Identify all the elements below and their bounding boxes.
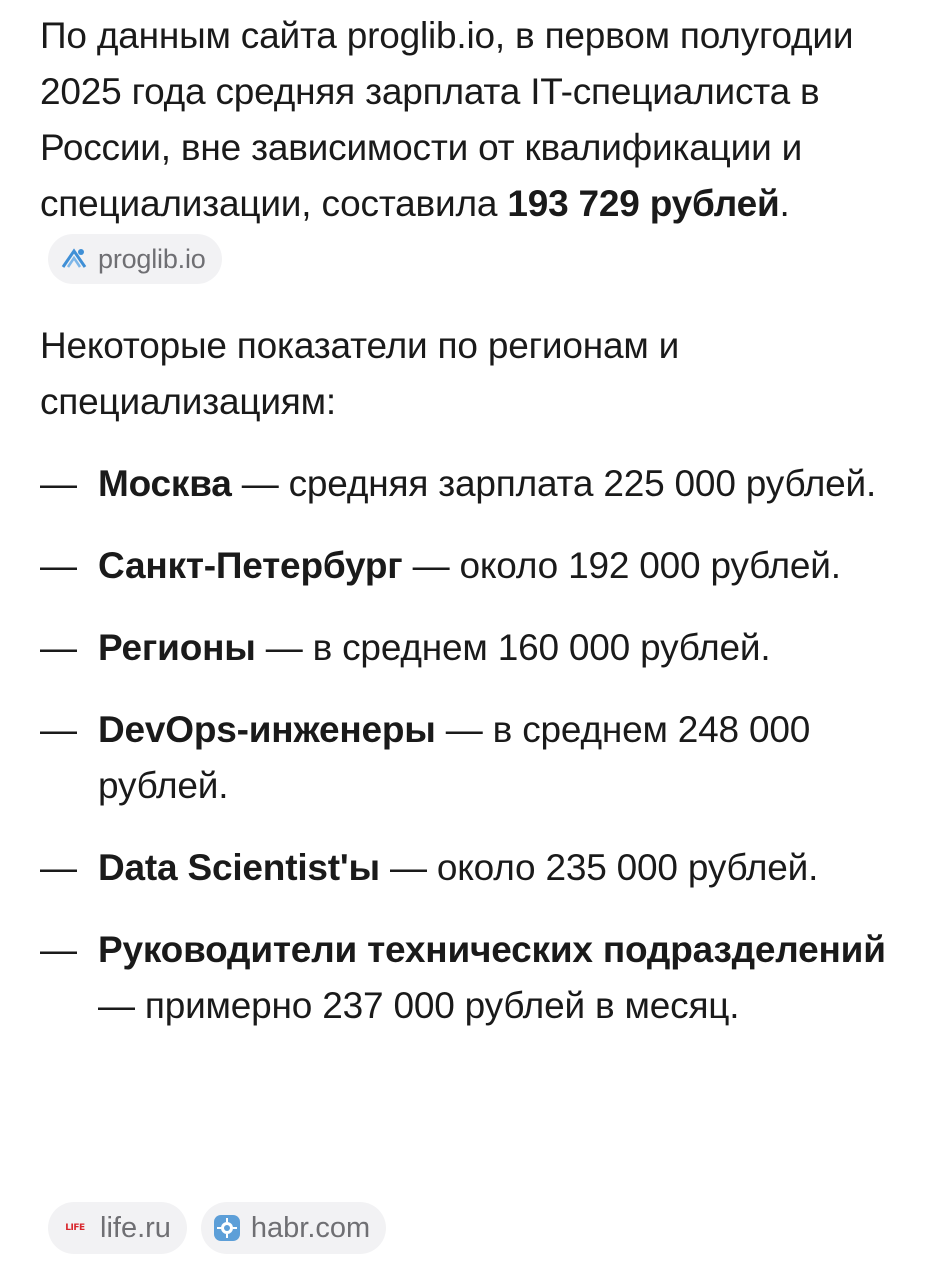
list-dash: — xyxy=(40,929,77,970)
list-item-text: — около 192 000 рублей. xyxy=(402,545,841,586)
intro-paragraph xyxy=(40,8,910,288)
habr-icon xyxy=(213,1214,241,1242)
list-dash: — xyxy=(40,709,77,750)
list-item-text: — примерно 237 000 рублей в месяц. xyxy=(98,985,740,1026)
list-dash: — xyxy=(40,627,77,668)
list-item-text: — около 235 000 рублей. xyxy=(379,847,819,888)
list-item xyxy=(40,922,910,1034)
list-item-title: Санкт-Петербург xyxy=(98,545,403,586)
list-item-title: Руководители технических подразделений xyxy=(98,929,886,970)
list-item xyxy=(40,702,910,814)
intro-text: По данным сайта proglib.io, в первом полугодии 2025 года средняя зарплата IT-специалиста в России, вне зависимости от квалификации и специализации, составила xyxy=(40,15,854,224)
list-item-text: — в среднем 160 000 рублей. xyxy=(255,627,771,668)
source-chip-label: life.ru xyxy=(100,1211,171,1244)
source-chips xyxy=(48,1202,386,1254)
proglib-icon xyxy=(60,245,88,273)
list-item-text: — средняя зарплата 225 000 рублей. xyxy=(231,463,877,504)
list-dash: — xyxy=(40,463,77,504)
list-dash: — xyxy=(40,545,77,586)
source-chip-habr[interactable] xyxy=(201,1202,386,1254)
list-item-title: Data Scientist'ы xyxy=(98,847,380,888)
list-item-title: DevOps-инженеры xyxy=(98,709,436,750)
list-item xyxy=(40,840,910,896)
list-item xyxy=(40,538,910,594)
list-item xyxy=(40,456,910,512)
life-icon: LIFE xyxy=(65,1223,85,1233)
list-item xyxy=(40,620,910,676)
list-item-title: Регионы xyxy=(98,627,256,668)
average-salary-amount: 193 729 рублей xyxy=(507,183,780,224)
list-item-text: — в среднем 248 000 рублей. xyxy=(98,709,811,806)
source-chip-life[interactable] xyxy=(48,1202,187,1254)
regions-heading: Некоторые показатели по регионам и специализациям: xyxy=(40,325,680,422)
source-chip-proglib[interactable] xyxy=(48,234,222,284)
list-item-title: Москва xyxy=(98,463,232,504)
list-dash: — xyxy=(40,847,77,888)
source-chip-label: proglib.io xyxy=(98,244,206,275)
intro-period: . xyxy=(779,183,790,224)
answer-content xyxy=(40,8,910,1060)
salary-list xyxy=(40,456,910,1034)
source-chip-label: habr.com xyxy=(250,1211,371,1244)
